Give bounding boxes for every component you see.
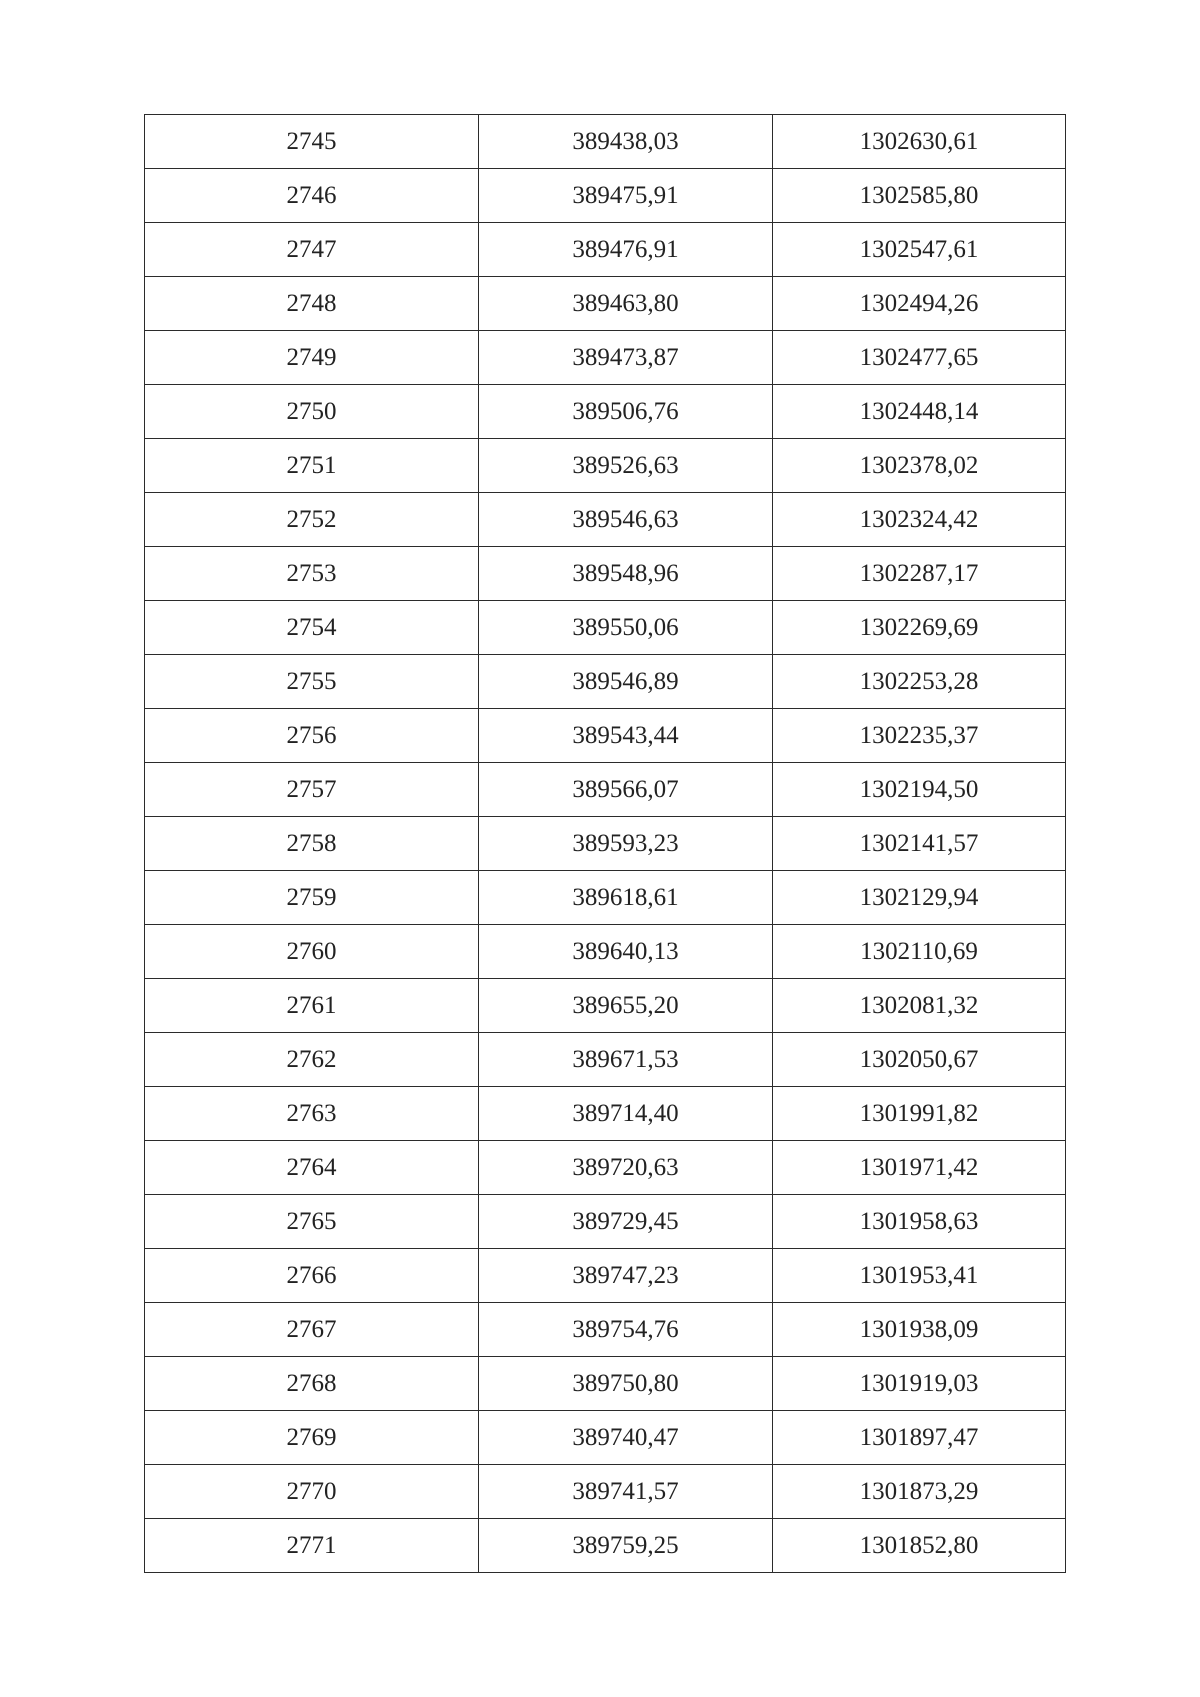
x-coordinate-cell: 389750,80 xyxy=(479,1357,773,1411)
y-coordinate-cell: 1302378,02 xyxy=(773,439,1066,493)
point-number-cell: 2761 xyxy=(145,979,479,1033)
y-coordinate-cell: 1302547,61 xyxy=(773,223,1066,277)
y-coordinate-cell: 1302630,61 xyxy=(773,115,1066,169)
table-row xyxy=(145,547,1066,601)
point-number-cell: 2755 xyxy=(145,655,479,709)
x-coordinate-cell: 389438,03 xyxy=(479,115,773,169)
y-coordinate-cell: 1302448,14 xyxy=(773,385,1066,439)
y-coordinate-cell: 1302141,57 xyxy=(773,817,1066,871)
point-number-cell: 2765 xyxy=(145,1195,479,1249)
point-number-cell: 2746 xyxy=(145,169,479,223)
point-number-cell: 2770 xyxy=(145,1465,479,1519)
table-row xyxy=(145,1465,1066,1519)
point-number-cell: 2762 xyxy=(145,1033,479,1087)
point-number-cell: 2758 xyxy=(145,817,479,871)
point-number-cell: 2757 xyxy=(145,763,479,817)
x-coordinate-cell: 389747,23 xyxy=(479,1249,773,1303)
table-row xyxy=(145,763,1066,817)
x-coordinate-cell: 389593,23 xyxy=(479,817,773,871)
x-coordinate-cell: 389759,25 xyxy=(479,1519,773,1573)
point-number-cell: 2752 xyxy=(145,493,479,547)
x-coordinate-cell: 389655,20 xyxy=(479,979,773,1033)
y-coordinate-cell: 1301919,03 xyxy=(773,1357,1066,1411)
point-number-cell: 2763 xyxy=(145,1087,479,1141)
coordinates-table-body xyxy=(145,115,1066,1573)
x-coordinate-cell: 389550,06 xyxy=(479,601,773,655)
table-row xyxy=(145,223,1066,277)
x-coordinate-cell: 389463,80 xyxy=(479,277,773,331)
point-number-cell: 2751 xyxy=(145,439,479,493)
y-coordinate-cell: 1302287,17 xyxy=(773,547,1066,601)
point-number-cell: 2759 xyxy=(145,871,479,925)
x-coordinate-cell: 389476,91 xyxy=(479,223,773,277)
point-number-cell: 2769 xyxy=(145,1411,479,1465)
point-number-cell: 2756 xyxy=(145,709,479,763)
table-row xyxy=(145,1195,1066,1249)
y-coordinate-cell: 1302253,28 xyxy=(773,655,1066,709)
x-coordinate-cell: 389546,89 xyxy=(479,655,773,709)
x-coordinate-cell: 389618,61 xyxy=(479,871,773,925)
table-row xyxy=(145,331,1066,385)
y-coordinate-cell: 1302050,67 xyxy=(773,1033,1066,1087)
table-row xyxy=(145,871,1066,925)
x-coordinate-cell: 389640,13 xyxy=(479,925,773,979)
table-row xyxy=(145,601,1066,655)
y-coordinate-cell: 1301873,29 xyxy=(773,1465,1066,1519)
y-coordinate-cell: 1301897,47 xyxy=(773,1411,1066,1465)
y-coordinate-cell: 1302269,69 xyxy=(773,601,1066,655)
table-row xyxy=(145,439,1066,493)
point-number-cell: 2766 xyxy=(145,1249,479,1303)
table-row xyxy=(145,925,1066,979)
table-row xyxy=(145,277,1066,331)
point-number-cell: 2747 xyxy=(145,223,479,277)
point-number-cell: 2768 xyxy=(145,1357,479,1411)
coordinates-table xyxy=(144,114,1066,1573)
table-row xyxy=(145,1303,1066,1357)
y-coordinate-cell: 1302494,26 xyxy=(773,277,1066,331)
y-coordinate-cell: 1301991,82 xyxy=(773,1087,1066,1141)
x-coordinate-cell: 389671,53 xyxy=(479,1033,773,1087)
table-row xyxy=(145,1033,1066,1087)
point-number-cell: 2767 xyxy=(145,1303,479,1357)
table-row xyxy=(145,169,1066,223)
point-number-cell: 2745 xyxy=(145,115,479,169)
x-coordinate-cell: 389546,63 xyxy=(479,493,773,547)
y-coordinate-cell: 1302235,37 xyxy=(773,709,1066,763)
table-row xyxy=(145,1411,1066,1465)
y-coordinate-cell: 1301953,41 xyxy=(773,1249,1066,1303)
y-coordinate-cell: 1302477,65 xyxy=(773,331,1066,385)
x-coordinate-cell: 389741,57 xyxy=(479,1465,773,1519)
y-coordinate-cell: 1301852,80 xyxy=(773,1519,1066,1573)
x-coordinate-cell: 389729,45 xyxy=(479,1195,773,1249)
point-number-cell: 2764 xyxy=(145,1141,479,1195)
y-coordinate-cell: 1301958,63 xyxy=(773,1195,1066,1249)
x-coordinate-cell: 389720,63 xyxy=(479,1141,773,1195)
x-coordinate-cell: 389475,91 xyxy=(479,169,773,223)
x-coordinate-cell: 389506,76 xyxy=(479,385,773,439)
table-row xyxy=(145,1249,1066,1303)
y-coordinate-cell: 1302129,94 xyxy=(773,871,1066,925)
x-coordinate-cell: 389543,44 xyxy=(479,709,773,763)
x-coordinate-cell: 389473,87 xyxy=(479,331,773,385)
x-coordinate-cell: 389714,40 xyxy=(479,1087,773,1141)
y-coordinate-cell: 1302324,42 xyxy=(773,493,1066,547)
table-row xyxy=(145,1141,1066,1195)
y-coordinate-cell: 1302081,32 xyxy=(773,979,1066,1033)
y-coordinate-cell: 1301938,09 xyxy=(773,1303,1066,1357)
point-number-cell: 2771 xyxy=(145,1519,479,1573)
y-coordinate-cell: 1302585,80 xyxy=(773,169,1066,223)
table-row xyxy=(145,817,1066,871)
table-row xyxy=(145,979,1066,1033)
y-coordinate-cell: 1302194,50 xyxy=(773,763,1066,817)
point-number-cell: 2750 xyxy=(145,385,479,439)
point-number-cell: 2753 xyxy=(145,547,479,601)
table-row xyxy=(145,493,1066,547)
table-row xyxy=(145,1357,1066,1411)
x-coordinate-cell: 389740,47 xyxy=(479,1411,773,1465)
table-row xyxy=(145,115,1066,169)
table-row xyxy=(145,1087,1066,1141)
y-coordinate-cell: 1301971,42 xyxy=(773,1141,1066,1195)
table-row xyxy=(145,655,1066,709)
x-coordinate-cell: 389548,96 xyxy=(479,547,773,601)
table-row xyxy=(145,1519,1066,1573)
point-number-cell: 2760 xyxy=(145,925,479,979)
x-coordinate-cell: 389754,76 xyxy=(479,1303,773,1357)
point-number-cell: 2749 xyxy=(145,331,479,385)
table-row xyxy=(145,385,1066,439)
table-row xyxy=(145,709,1066,763)
point-number-cell: 2754 xyxy=(145,601,479,655)
x-coordinate-cell: 389566,07 xyxy=(479,763,773,817)
point-number-cell: 2748 xyxy=(145,277,479,331)
y-coordinate-cell: 1302110,69 xyxy=(773,925,1066,979)
x-coordinate-cell: 389526,63 xyxy=(479,439,773,493)
